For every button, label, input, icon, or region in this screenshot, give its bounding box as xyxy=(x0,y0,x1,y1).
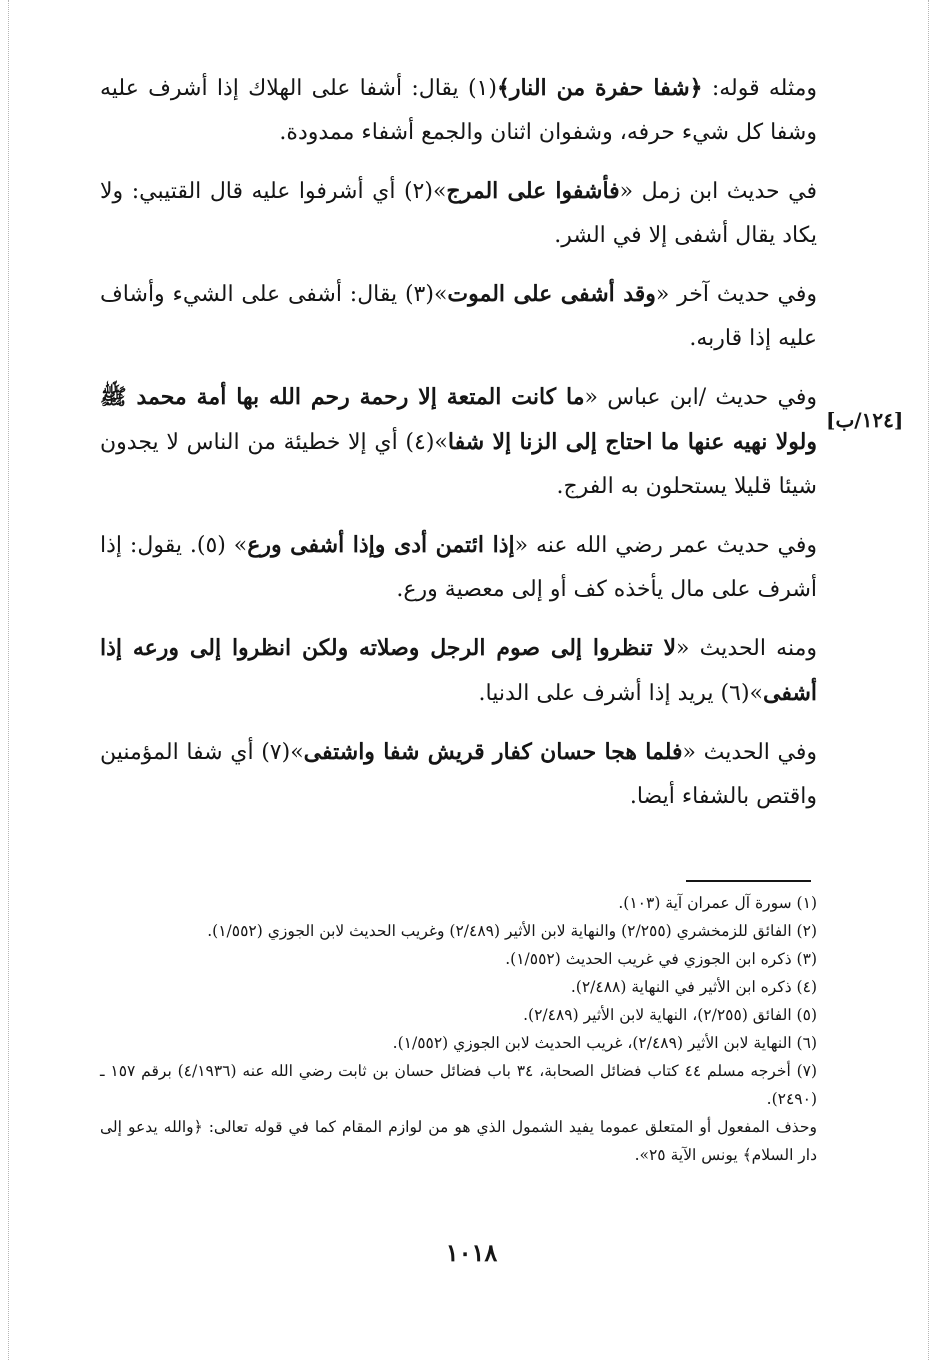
paragraph-4 xyxy=(100,375,817,509)
paragraph-3-text: يقال: أشفى على الشيء وأشاف عليه إذا قاربه. xyxy=(100,282,817,351)
paragraph-7-text: أي شفا المؤمنين واقتص بالشفاء أيضا. xyxy=(100,740,817,809)
footnote-4: (٤) ذكره ابن الأثير في النهاية (٢/٤٨٨). xyxy=(570,978,817,996)
paragraph-2 xyxy=(100,169,817,258)
paragraph-2-note-mark: »(٢) xyxy=(403,179,447,204)
paragraph-4-text: أي إلا خطيئة من الناس لا يجدون شيئا قليلا يستحلون به الفرج. xyxy=(100,430,817,499)
paragraph-4-lead: وفي حديث /ابن عباس « xyxy=(584,385,817,410)
paragraph-7-lead: وفي الحديث « xyxy=(682,740,817,765)
paragraph-4-note-mark: »(٤) xyxy=(405,430,448,455)
footnote-7: (٧) أخرجه مسلم ٤٤ كتاب فضائل الصحابة، ٣٤ باب فضائل حسان بن ثابت رضي الله عنه (٤/١٩٣٦) برقم ١٥٧ ـ (٢٤٩٠). xyxy=(100,1062,818,1108)
left-edge-line xyxy=(8,0,9,1360)
footnote-continuation: وحذف المفعول أو المتعلق عموما يفيد الشمول الذي هو من لوازم المقام كما في قوله تعالى: ﴿والله يدعو إلى دار السلام﴾ يونس الآية ٢٥». xyxy=(100,1118,817,1164)
paragraph-4-quote: ما كانت المتعة إلا رحمة رحم الله بها أمة محمد ﷺ ولولا نهيه عنها ما احتاج إلى الزنا إلا شفا xyxy=(100,384,818,455)
paragraph-5-note-mark: » (٥). xyxy=(189,533,248,558)
paragraph-1 xyxy=(100,66,817,155)
footnote-5: (٥) الفائق (٢/٢٥٥)، النهاية لابن الأثير (٢/٤٨٩). xyxy=(523,1006,817,1024)
paragraph-6-text: يريد إذا أشرف على الدنيا. xyxy=(478,681,721,706)
footnote-1: (١) سورة آل عمران آية (١٠٣). xyxy=(618,894,817,912)
paragraph-5-text: يقول: إذا أشرف على مال يأخذه كف أو إلى معصية ورع. xyxy=(100,533,817,602)
paragraph-5-quote: إذا ائتمن أدى وإذا أشفى ورع xyxy=(247,532,515,558)
paragraph-3-lead: وفي حديث آخر « xyxy=(655,282,817,307)
paragraph-1-note-mark: (١) xyxy=(467,76,497,101)
margin-folio-note: [١٢٤/ب] xyxy=(826,408,904,432)
page-number: ١٠١٨ xyxy=(445,1238,498,1267)
paragraph-5 xyxy=(100,523,817,612)
footnotes xyxy=(100,889,817,1169)
paragraph-1-lead: ومثله قوله: xyxy=(702,76,818,101)
paragraph-2-lead: في حديث ابن زمل « xyxy=(619,179,817,204)
footnote-separator xyxy=(686,880,811,882)
right-edge-line xyxy=(928,0,929,1360)
paragraph-5-lead: وفي حديث عمر رضي الله عنه « xyxy=(514,533,817,558)
paragraph-1-text: يقال: أشفا على الهلاك إذا أشرف عليه وشفا كل شيء حرفه، وشفوان اثنان والجمع أشفاء ممدودة. xyxy=(100,76,817,145)
paragraph-3 xyxy=(100,272,817,361)
paragraph-7-note-mark: »(٧) xyxy=(261,740,304,765)
main-text xyxy=(100,66,817,833)
footnote-3: (٣) ذكره ابن الجوزي في غريب الحديث (١/٥٥٢). xyxy=(505,950,817,968)
footnote-6: (٦) النهاية لابن الأثير (٢/٤٨٩)، غريب الحديث لابن الجوزي (١/٥٥٢). xyxy=(392,1034,817,1052)
paragraph-7-quote: فلما هجا حسان كفار قريش شفا واشتفى xyxy=(303,739,683,765)
paragraph-6 xyxy=(100,626,817,716)
footnote-2: (٢) الفائق للزمخشري (٢/٢٥٥) والنهاية لابن الأثير (٢/٤٨٩) وغريب الحديث لابن الجوزي (١/٥٥٢). xyxy=(207,922,817,940)
paragraph-3-quote: وقد أشفى على الموت xyxy=(447,281,656,307)
paragraph-6-note-mark: »(٦) xyxy=(720,681,763,706)
paragraph-7 xyxy=(100,730,817,819)
paragraph-3-note-mark: »(٣) xyxy=(404,282,448,307)
paragraph-6-quote: لا تنظروا إلى صوم الرجل وصلاته ولكن انظروا إلى ورعه إذا أشفى xyxy=(100,635,817,706)
paragraph-2-text: أي أشرفوا عليه قال القتيبي: ولا يكاد يقال أشفى إلا في الشر. xyxy=(100,179,817,248)
paragraph-2-quote: فأشفوا على المرج xyxy=(446,178,620,204)
paragraph-6-lead: ومنه الحديث « xyxy=(676,636,818,661)
paragraph-1-quote: ﴿شفا حفرة من النار﴾ xyxy=(496,75,703,101)
